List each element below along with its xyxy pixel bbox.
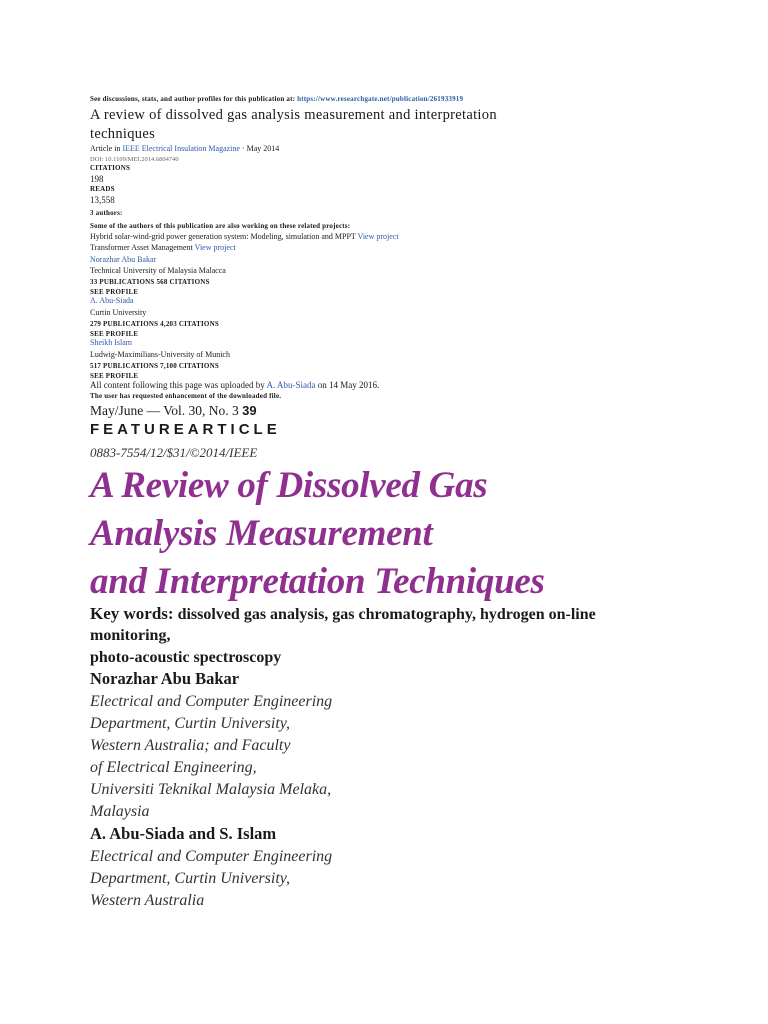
- reads-value: 13,558: [90, 195, 115, 205]
- author-2-see-profile[interactable]: SEE PROFILE: [90, 330, 139, 338]
- doi: DOI: 10.1109/MEI.2014.6804740: [90, 156, 179, 163]
- article-author-2: A. Abu-Siada and S. Islam: [90, 824, 277, 843]
- citations-label: CITATIONS: [90, 164, 131, 172]
- author-1-affil-line6: Malaysia: [90, 803, 150, 820]
- article-author-1: Norazhar Abu Bakar: [90, 669, 240, 688]
- publication-url-link[interactable]: https://www.researchgate.net/publication/261933919: [297, 95, 464, 103]
- author-3-stats: 517 PUBLICATIONS 7,100 CITATIONS: [90, 362, 219, 370]
- author-3-see-profile[interactable]: SEE PROFILE: [90, 372, 139, 380]
- issn: 0883-7554/12/$31/©2014/IEEE: [90, 445, 258, 460]
- keywords-line3: photo-acoustic spectroscopy: [90, 649, 282, 666]
- uploader-link[interactable]: A. Abu-Siada: [266, 380, 316, 390]
- see-discussions-line: See discussions, stats, and author profiles for this publication at: https://www.researchgate.net/publication/261933919: [90, 95, 464, 103]
- author-1-affil-line1: Electrical and Computer Engineering: [90, 693, 333, 710]
- issue-line: May/June — Vol. 30, No. 3 39: [90, 403, 257, 418]
- article-in-line: Article in IEEE Electrical Insulation Magazine · May 2014: [90, 144, 280, 153]
- related-projects-label: Some of the authors of this publication are also working on these related projects:: [90, 222, 351, 230]
- author-1-see-profile[interactable]: SEE PROFILE: [90, 288, 139, 296]
- reads-label: READS: [90, 185, 115, 193]
- project-1: Hybrid solar-wind-grid power generation system: Modeling, simulation and MPPT View project: [90, 232, 399, 241]
- author-2-affil-line3: Western Australia: [90, 892, 205, 909]
- keywords-line1: Key words: dissolved gas analysis, gas chromatography, hydrogen on-line: [90, 604, 596, 623]
- enhancement-note: The user has requested enhancement of the downloaded file.: [90, 392, 282, 400]
- author-3-name-link[interactable]: Sheikh Islam: [90, 338, 132, 347]
- author-1-affil-line2: Department, Curtin University,: [90, 715, 290, 732]
- author-1-affil-line4: of Electrical Engineering,: [90, 759, 257, 776]
- citations-value: 198: [90, 174, 104, 184]
- article-title-line2: Analysis Measurement: [90, 513, 433, 554]
- author-2-stats: 279 PUBLICATIONS 4,203 CITATIONS: [90, 320, 219, 328]
- author-1-affiliation: Technical University of Malaysia Malacca: [90, 266, 226, 275]
- author-1-stats: 33 PUBLICATIONS 568 CITATIONS: [90, 278, 210, 286]
- author-2-affil-line2: Department, Curtin University,: [90, 870, 290, 887]
- author-3-affiliation: Ludwig-Maximilians-University of Munich: [90, 350, 230, 359]
- journal-link[interactable]: IEEE Electrical Insulation Magazine: [122, 144, 240, 153]
- uploaded-line: All content following this page was uploaded by A. Abu-Siada on 14 May 2016.: [90, 380, 380, 390]
- author-1-name-link[interactable]: Norazhar Abu Bakar: [90, 255, 157, 264]
- project-2: Transformer Asset Management View project: [90, 243, 236, 252]
- author-2-name-link[interactable]: A. Abu-Siada: [90, 296, 134, 305]
- article-title-line3: and Interpretation Techniques: [90, 561, 545, 602]
- cover-title-line1: A review of dissolved gas analysis measurement and interpretation: [90, 107, 497, 123]
- page-number: 39: [242, 403, 257, 418]
- author-1-affil-line3: Western Australia; and Faculty: [90, 737, 291, 754]
- feature-article-label: FEATUREARTICLE: [90, 421, 281, 438]
- authors-count: 3 authors:: [90, 209, 123, 217]
- author-1-affil-line5: Universiti Teknikal Malaysia Melaka,: [90, 781, 332, 798]
- project-1-view-link[interactable]: View project: [357, 232, 399, 241]
- author-2-affiliation: Curtin University: [90, 308, 147, 317]
- article-title-line1: A Review of Dissolved Gas: [90, 465, 488, 506]
- project-2-view-link[interactable]: View project: [194, 243, 236, 252]
- cover-title-line2: techniques: [90, 126, 156, 142]
- keywords-label: Key words:: [90, 604, 174, 623]
- author-2-affil-line1: Electrical and Computer Engineering: [90, 848, 333, 865]
- keywords-line2: monitoring,: [90, 627, 171, 644]
